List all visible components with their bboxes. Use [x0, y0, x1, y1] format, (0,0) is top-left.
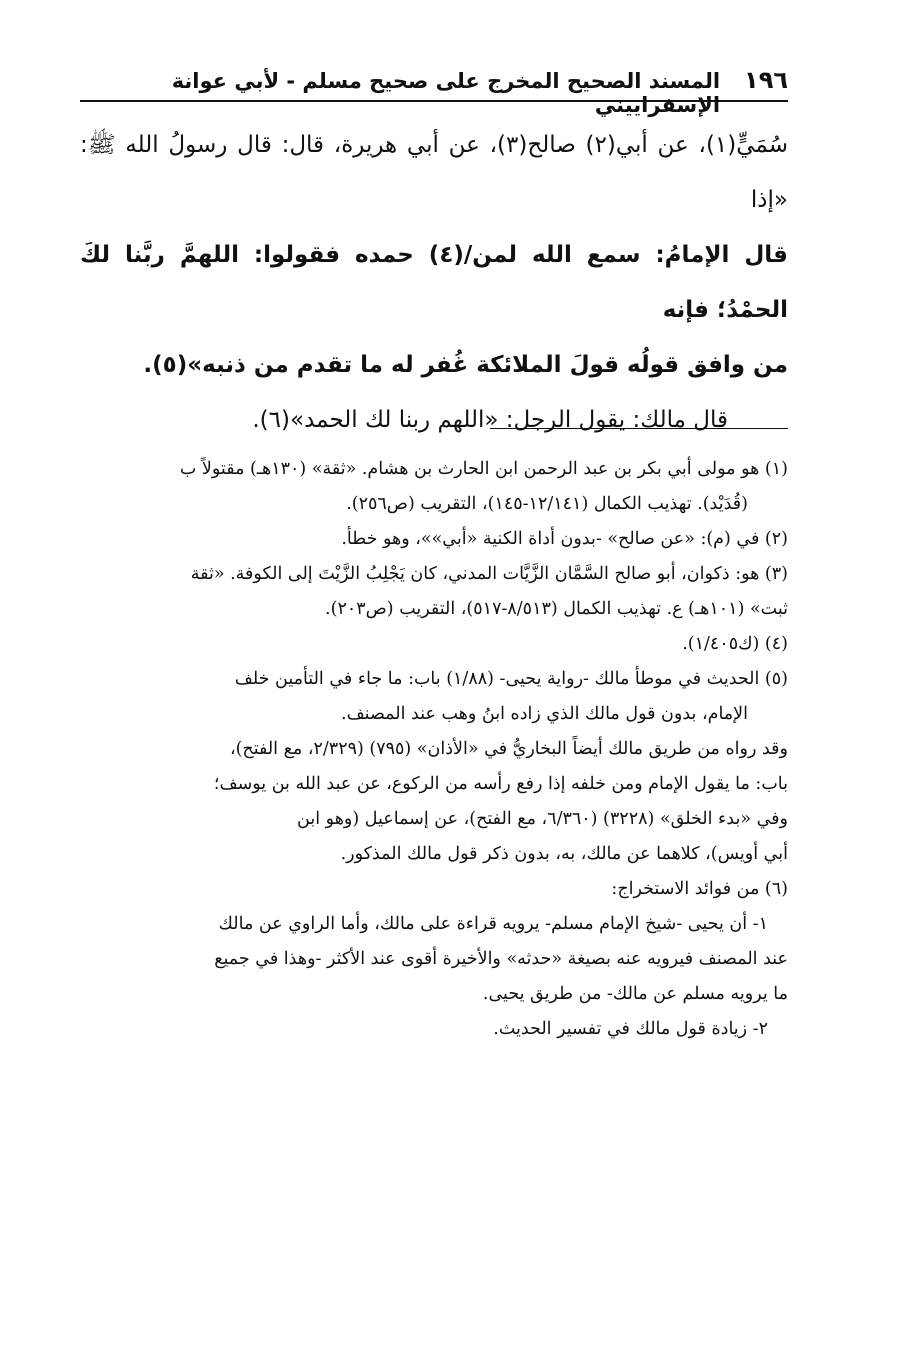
footnote-5-line-5: وفي «بدء الخلق» (٣٢٢٨) (٦/٣٦٠، مع الفتح)، عن إسماعيل (وهو ابن — [297, 809, 788, 829]
footnote-1-line-1: (١) هو مولى أبي بكر بن عبد الرحمن ابن الحارث بن هشام. «ثقة» (١٣٠هـ) مقتولاً ب — [179, 459, 788, 479]
footnote-5-line-1: (٥) الحديث في موطأ مالك -رواية يحيى- (١/٨٨) باب: ما جاء في التأمين خلف — [234, 669, 788, 689]
main-line-3: من وافق قولُه قولَ الملائكة غُفر له ما تقدم من ذنبه»(٥). — [143, 352, 788, 378]
footnote-4: (٤) (ك١/٤٠٥). — [682, 634, 788, 654]
footnote-1-line-2: (قُدَيْد). تهذيب الكمال (١٢/١٤١-١٤٥)، التقريب (ص٢٥٦). — [346, 494, 748, 514]
footnote-5-line-4: باب: ما يقول الإمام ومن خلفه إذا رفع رأسه من الركوع، عن عبد الله بن يوسف؛ — [213, 774, 788, 794]
footnote-3-line-2: ثبت» (١٠١هـ) ع. تهذيب الكمال (٨/٥١٣-٥١٧)، التقريب (ص٢٠٣). — [325, 599, 788, 619]
footnote-3-line-1: (٣) هو: ذكوان، أبو صالح السَّمَّان الزَّيَّات المدني، كان يَجْلِبُ الزَّيْتَ إلى الكوفة. «ثقة — [190, 564, 788, 584]
footnote-6: (٦) من فوائد الاستخراج: — [611, 879, 788, 899]
footnote-6-point-1-line-2: عند المصنف فيرويه عنه بصيغة «حدثه» والأخيرة أقوى عند الأكثر -وهذا في جميع — [214, 949, 788, 969]
footnote-5-line-2: الإمام، بدون قول مالك الذي زاده ابنُ وهب عند المصنف. — [341, 704, 748, 724]
main-line-1: سُمَيٍّ(١)، عن أبي(٢) صالح(٣)، عن أبي هريرة، قال: قال رسولُ الله ﷺ: «إذا — [80, 132, 788, 213]
footnotes — [80, 452, 788, 1047]
main-line-2: قال الإمامُ: سمع الله لمن/(٤) حمده فقولوا: اللهمَّ ربَّنا لكَ الحمْدُ؛ فإنه — [80, 242, 788, 323]
footnote-5-line-6: أبي أويس)، كلاهما عن مالك، به، بدون ذكر قول مالك المذكور. — [340, 844, 788, 864]
header-rule — [80, 100, 788, 102]
page-header — [80, 66, 788, 117]
footnote-6-point-2: ٢- زيادة قول مالك في تفسير الحديث. — [493, 1019, 768, 1039]
footnote-separator — [490, 428, 788, 429]
main-line-4: قال مالك: يقول الرجل: «اللهم ربنا لك الحمد»(٦). — [252, 407, 728, 433]
main-text — [80, 118, 788, 448]
page-number: ١٩٦ — [744, 66, 788, 94]
footnote-2: (٢) في (م): «عن صالح» -بدون أداة الكنية «أبي»»، وهو خطأ. — [341, 529, 788, 549]
footnote-6-point-1-line-1: ١- أن يحيى -شيخ الإمام مسلم- يرويه قراءة على مالك، وأما الراوي عن مالك — [218, 914, 768, 934]
running-title: المسند الصحيح المخرج على صحيح مسلم - لأبي عوانة الإسفراييني — [171, 69, 721, 117]
footnote-5-line-3: وقد رواه من طريق مالك أيضاً البخاريُّ في «الأذان» (٧٩٥) (٢/٣٢٩، مع الفتح)، — [229, 739, 788, 759]
footnote-6-point-1-line-3: ما يرويه مسلم عن مالك- من طريق يحيى. — [482, 984, 788, 1004]
